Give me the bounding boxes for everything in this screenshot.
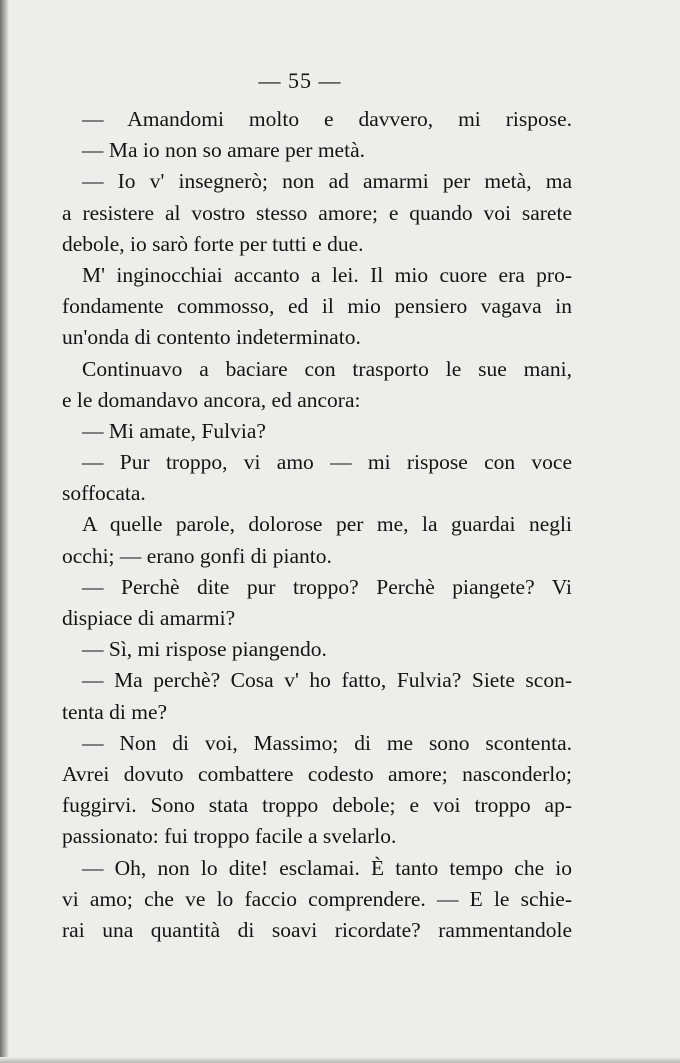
text-line: — Ma perchè? Cosa v' ho fatto, Fulvia? Siete scon-: [82, 668, 572, 693]
text-line: a resistere al vostro stesso amore; e quando voi sarete: [62, 200, 572, 225]
text-line: occhi; — erano gonfi di pianto.: [62, 543, 332, 568]
text-line: rai una quantità di soavi ricordate? rammentandole: [62, 917, 572, 942]
text-line: dispiace di amarmi?: [62, 606, 236, 630]
text-line: — Pur troppo, vi amo — mi rispose con voce: [82, 450, 572, 475]
text-line: fondamente commosso, ed il mio pensiero vagava in: [62, 294, 572, 319]
body-text: [62, 104, 572, 946]
text-line: — Io v' insegnerò; non ad amarmi per metà, ma: [82, 169, 572, 194]
text-line: e le domandavo ancora, ed ancora:: [62, 387, 361, 412]
text-line: A quelle parole, dolorose per me, la guardai negli: [82, 512, 572, 537]
text-line: Continuavo a baciare con trasporto le sue mani,: [82, 356, 572, 381]
text-line: soffocata.: [62, 481, 146, 506]
text-line: — Sì, mi rispose piangendo.: [82, 637, 327, 662]
page-bottom-edge-shadow: [0, 1057, 680, 1063]
text-line: un'onda di contento indeterminato.: [62, 325, 361, 350]
page-left-edge-shadow: [0, 0, 9, 1063]
text-line: — Mi amate, Fulvia?: [82, 418, 266, 443]
text-line: M' inginocchiai accanto a lei. Il mio cuore era pro-: [82, 262, 572, 287]
text-line: debole, io sarò forte per tutti e due.: [62, 231, 364, 256]
text-line: — Amandomi molto e davvero, mi rispose.: [82, 107, 572, 131]
text-line: passionato: fui troppo facile a svelarlo.: [62, 824, 397, 849]
text-line: fuggirvi. Sono stata troppo debole; e voi troppo ap-: [62, 793, 572, 818]
text-line: Avrei dovuto combattere codesto amore; nasconderlo;: [62, 761, 572, 786]
text-line: — Oh, non lo dite! esclamai. È tanto tempo che io: [82, 855, 572, 880]
page-number: — 55 —: [258, 68, 342, 93]
text-line: — Ma io non so amare per metà.: [82, 138, 365, 163]
text-line: — Perchè dite pur troppo? Perchè piangete? Vi: [82, 574, 572, 599]
text-line: vi amo; che ve lo faccio comprendere. — E le schie-: [62, 886, 572, 911]
text-line: tenta di me?: [62, 699, 168, 724]
text-line: — Non di voi, Massimo; di me sono scontenta.: [82, 730, 572, 755]
